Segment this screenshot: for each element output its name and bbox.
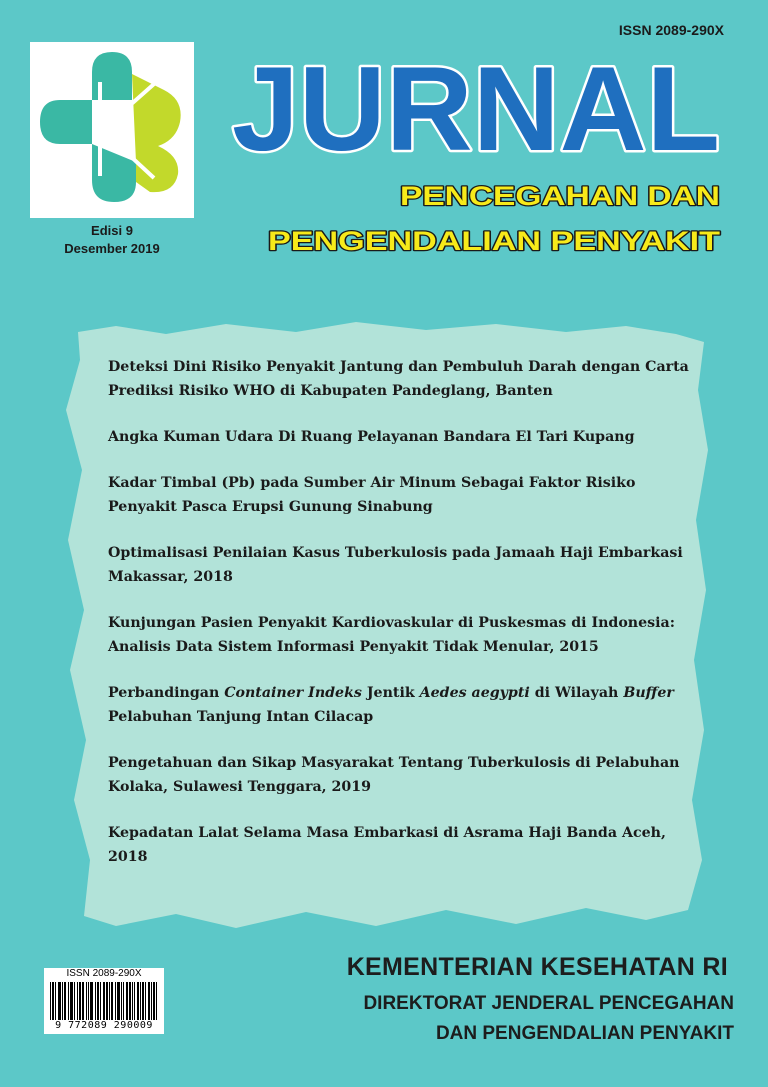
barcode-issn: ISSN 2089-290X [66, 968, 142, 979]
article-item-2[interactable]: Angka Kuman Udara Di Ruang Pelayanan Bandara El Tari Kupang [108, 429, 635, 445]
article-list [108, 355, 708, 891]
barcode-bars-icon [50, 982, 158, 1020]
article-6-part: di Wilayah [529, 685, 624, 701]
article-6-italic-term: Container Indeks [224, 685, 362, 701]
article-6-part: Jentik [361, 685, 420, 701]
article-item-5[interactable]: Kunjungan Pasien Penyakit Kardiovaskular di Puskesmas di Indonesia: Analisis Data Sistem Informasi Penyakit Tidak Menular, 2015 [108, 615, 675, 655]
barcode [44, 968, 164, 1034]
journal-title-text: JURNAL [232, 50, 720, 165]
directorate-line-2: DAN PENGENDALIAN PENYAKIT [435, 1023, 734, 1044]
subtitle-line-1: PENCEGAHAN DAN [400, 181, 720, 211]
article-6-italic-term: Aedes aegypti [419, 685, 530, 701]
article-item-3[interactable]: Kadar Timbal (Pb) pada Sumber Air Minum Sebagai Faktor Risiko Penyakit Pasca Erupsi Gunung Sinabung [108, 475, 636, 515]
journal-subtitle [250, 174, 730, 264]
article-6-part: Perbandingan [108, 685, 225, 701]
article-item-6[interactable] [108, 681, 708, 729]
issn-label: ISSN 2089-290X [618, 22, 724, 38]
article-item-4[interactable]: Optimalisasi Penilaian Kasus Tuberkulosis pada Jamaah Haji Embarkasi Makassar, 2018 [108, 545, 683, 585]
subtitle-line-2: PENGENDALIAN PENYAKIT [268, 226, 721, 256]
barcode-number: 9 772089 290009 [55, 1020, 153, 1031]
article-item-1[interactable]: Deteksi Dini Risiko Penyakit Jantung dan Pembuluh Darah dengan Carta Prediksi Risiko WHO di Kabupaten Pandeglang, Banten [108, 359, 689, 399]
edition-date: Desember 2019 [64, 241, 160, 256]
directorate-line-1: DIREKTORAT JENDERAL PENCEGAHAN [363, 993, 734, 1014]
ministry-logo-icon [30, 42, 194, 218]
article-item-7[interactable]: Pengetahuan dan Sikap Masyarakat Tentang Tuberkulosis di Pelabuhan Kolaka, Sulawesi Tenggara, 2019 [108, 755, 680, 795]
ministry-logo [30, 42, 194, 218]
article-6-italic-term: Buffer [623, 685, 674, 701]
edition-number: Edisi 9 [91, 223, 133, 238]
ministry-name: KEMENTERIAN KESEHATAN RI [346, 953, 728, 981]
article-6-part: Pelabuhan Tanjung Intan Cilacap [108, 709, 374, 725]
journal-title [230, 50, 730, 165]
article-item-8[interactable]: Kepadatan Lalat Selama Masa Embarkasi di Asrama Haji Banda Aceh, 2018 [108, 825, 666, 865]
